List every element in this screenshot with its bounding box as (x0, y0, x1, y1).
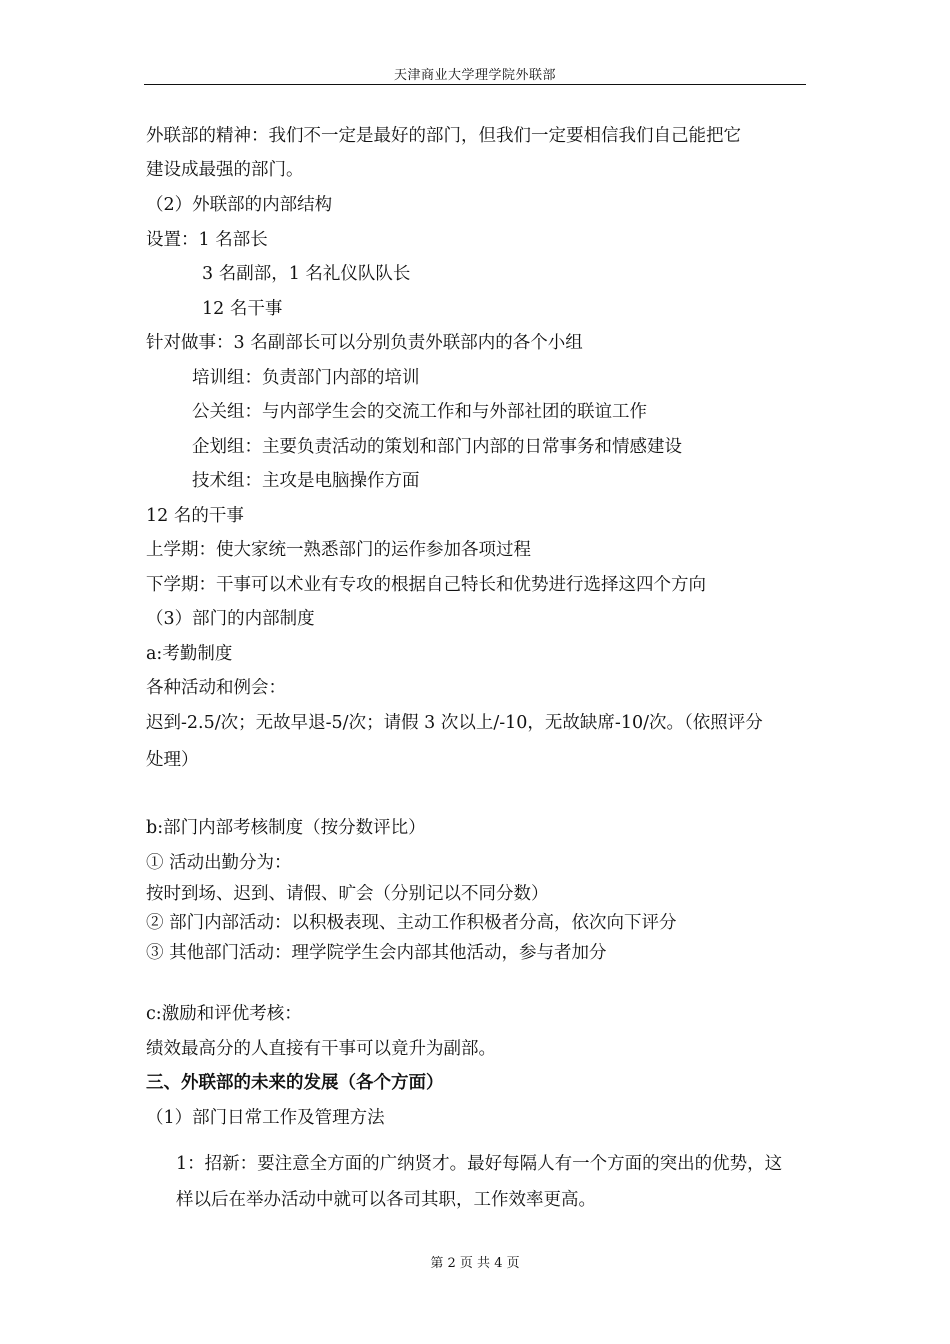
paragraph-line: 建设成最强的部门。 (146, 160, 304, 180)
list-item: ③ 其他部门活动：理学院学生会内部其他活动，参与者加分 (146, 943, 607, 963)
paragraph-line: 绩效最高分的人直接有干事可以竟升为副部。 (146, 1039, 496, 1059)
paragraph-line: a:考勤制度 (146, 644, 233, 664)
paragraph-line: 设置：1 名部长 (146, 230, 268, 250)
paragraph-line: c:激励和评优考核： (146, 1004, 302, 1024)
paragraph-line: 上学期：使大家统一熟悉部门的运作参加各项过程 (146, 540, 531, 560)
paragraph-line: 下学期：干事可以术业有专攻的根据自己特长和优势进行选择这四个方向 (146, 575, 706, 595)
paragraph-line: 12 名干事 (202, 299, 283, 319)
paragraph-line: 处理） (146, 750, 199, 770)
paragraph-line: b:部门内部考核制度（按分数评比） (146, 818, 426, 838)
list-item: 培训组：负责部门内部的培训 (192, 368, 420, 388)
list-item: 技术组：主攻是电脑操作方面 (192, 471, 420, 491)
page-header: 天津商业大学理学院外联部 (393, 68, 556, 83)
paragraph-line: 按时到场、迟到、请假、旷会（分别记以不同分数） (146, 884, 549, 904)
section-heading: （3）部门的内部制度 (146, 609, 315, 629)
page-number: 第 2 页 共 4 页 (430, 1256, 520, 1271)
paragraph-line: 12 名的干事 (146, 506, 244, 526)
list-item: 企划组：主要负责活动的策划和部门内部的日常事务和情感建设 (192, 437, 682, 457)
list-item: ① 活动出勤分为： (146, 853, 292, 873)
list-item: 公关组：与内部学生会的交流工作和与外部社团的联谊工作 (192, 402, 647, 422)
paragraph-line: 各种活动和例会： (146, 678, 286, 698)
paragraph-line: 迟到-2.5/次；无故早退-5/次；请假 3 次以上/-10，无故缺席-10/次。（依照评分 (146, 713, 763, 733)
chapter-heading: 三、外联部的未来的发展（各个方面） (146, 1073, 444, 1093)
section-heading: （1）部门日常工作及管理方法 (146, 1108, 385, 1128)
paragraph-line: 外联部的精神：我们不一定是最好的部门，但我们一定要相信我们自己能把它 (146, 126, 741, 146)
paragraph-line: 3 名副部，1 名礼仪队队长 (202, 264, 411, 284)
paragraph-line: 针对做事：3 名副部长可以分别负责外联部内的各个小组 (146, 333, 583, 353)
list-item: ② 部门内部活动：以积极表现、主动工作积极者分高，依次向下评分 (146, 913, 677, 933)
paragraph-line: 1：招新：要注意全方面的广纳贤才。最好每隔人有一个方面的突出的优势，这 (176, 1154, 783, 1174)
paragraph-line: 样以后在举办活动中就可以各司其职，工作效率更高。 (176, 1190, 596, 1210)
header-divider (144, 84, 806, 85)
section-heading: （2）外联部的内部结构 (146, 195, 333, 215)
